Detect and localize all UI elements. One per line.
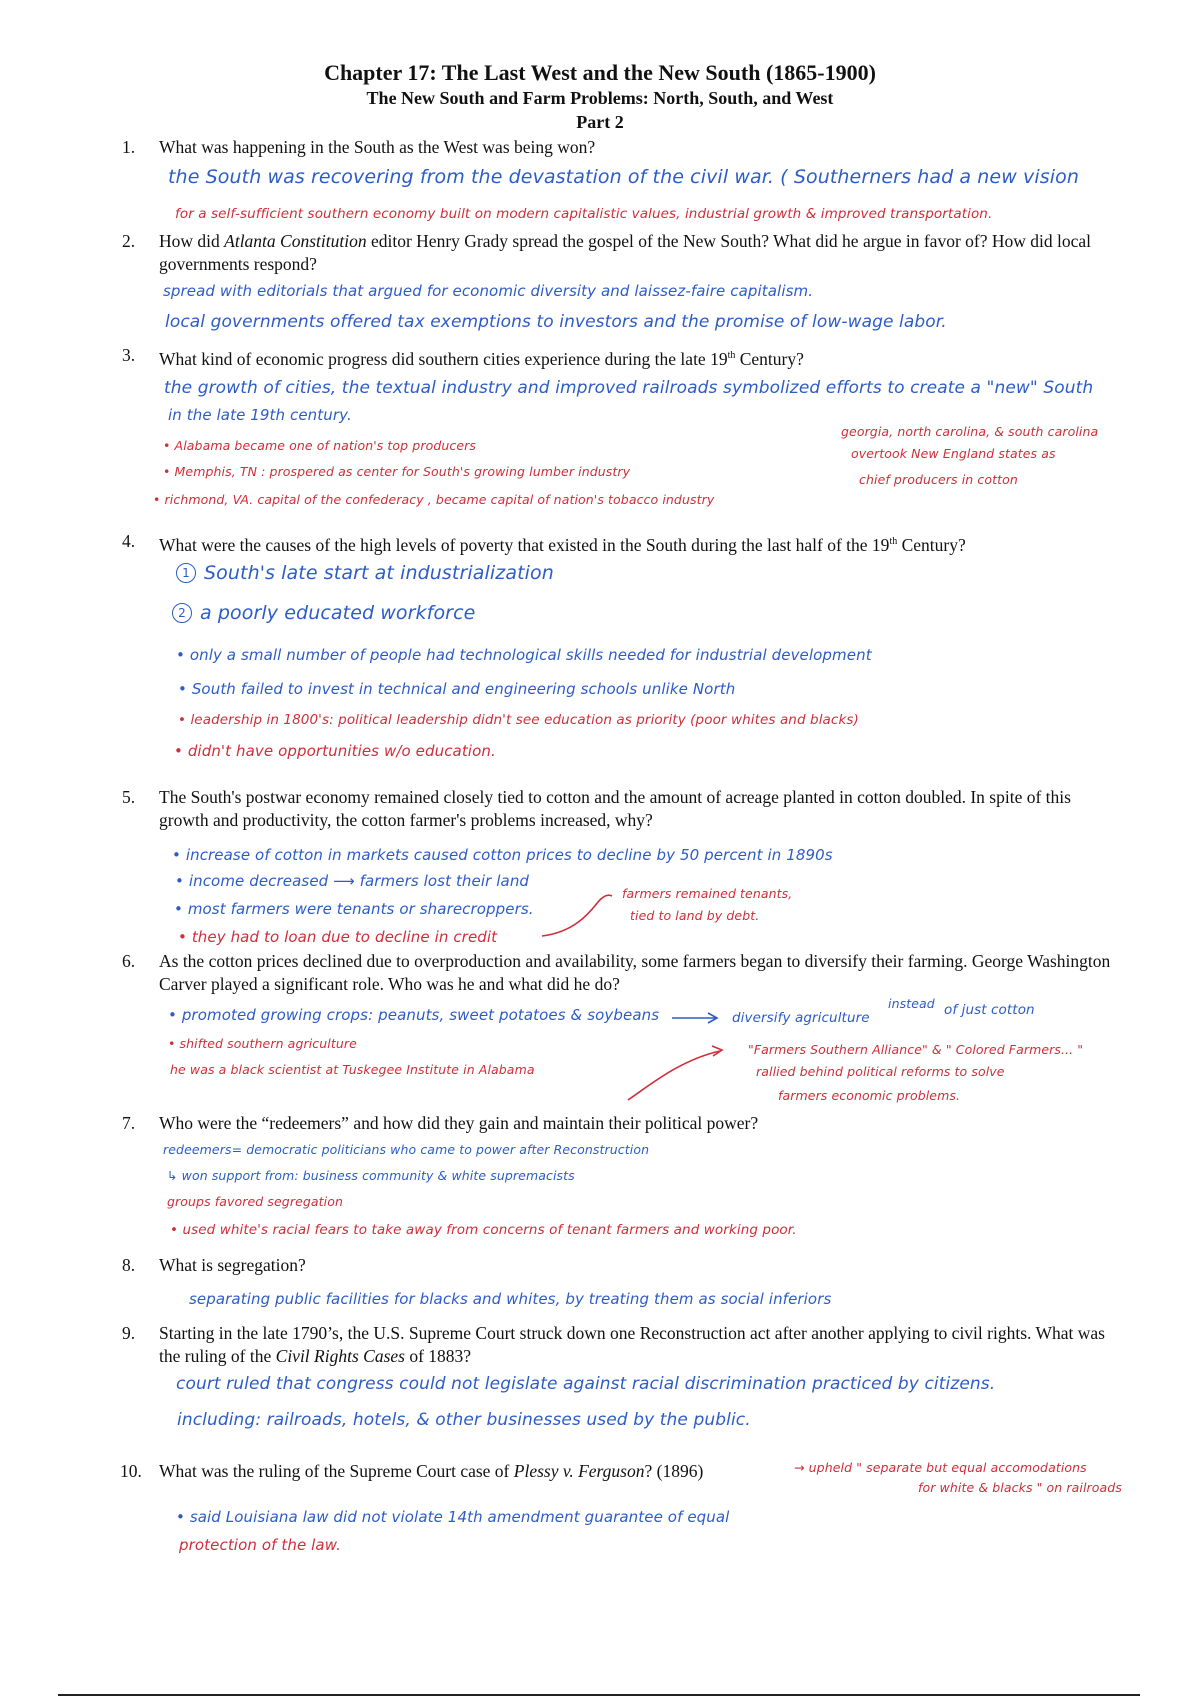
question-text: What was the ruling of the Supreme Court case of Plessy v. Ferguson? (1896) bbox=[159, 1461, 704, 1481]
answer-line: ↳ won support from: business community & white supremacists bbox=[167, 1168, 575, 1183]
question-number: 9. bbox=[122, 1323, 136, 1343]
answer-bullet: • said Louisiana law did not violate 14th amendment guarantee of equal bbox=[176, 1508, 730, 1526]
cause-1: 1 South's late start at industrialization bbox=[176, 562, 554, 584]
answer-bullet: he was a black scientist at Tuskegee Institute in Alabama bbox=[170, 1062, 535, 1077]
question-number: 3. bbox=[122, 345, 136, 365]
page-subtitle: The New South and Farm Problems: North, South, and West bbox=[366, 88, 834, 108]
question-text: What were the causes of the high levels of poverty that existed in the South during the last half of the 19th Century? bbox=[159, 534, 966, 555]
answer-line: separating public facilities for blacks and whites, by treating them as social inferiors bbox=[189, 1290, 832, 1308]
answer-note: for white & blacks " on railroads bbox=[918, 1480, 1122, 1495]
answer-bullet: • most farmers were tenants or sharecroppers. bbox=[174, 900, 534, 918]
side-note: chief producers in cotton bbox=[859, 472, 1018, 487]
side-note: georgia, north carolina, & south carolina bbox=[841, 424, 1099, 439]
question-number: 7. bbox=[122, 1113, 136, 1133]
page-title: Chapter 17: The Last West and the New South (1865-1900) bbox=[324, 60, 876, 85]
question-text: Who were the “redeemers” and how did they gain and maintain their political power? bbox=[159, 1113, 759, 1133]
answer-line: the growth of cities, the textual industry and improved railroads symbolized efforts to create a "new" South bbox=[164, 378, 1094, 398]
question-number: 6. bbox=[122, 951, 136, 971]
question-number: 10. bbox=[120, 1461, 142, 1481]
answer-bullet: • income decreased ⟶ farmers lost their land bbox=[175, 872, 530, 890]
question-text: What is segregation? bbox=[159, 1255, 306, 1275]
answer-bullet: • South failed to invest in technical and engineering schools unlike North bbox=[178, 680, 736, 698]
arrow-head bbox=[708, 1013, 717, 1023]
footer-rule bbox=[58, 1694, 1140, 1696]
circled-number: 1 bbox=[176, 563, 196, 583]
question-1 bbox=[122, 136, 1122, 159]
question-number: 1. bbox=[122, 137, 136, 157]
answer-bullet: • they had to loan due to decline in credit bbox=[178, 928, 498, 946]
answer-line: including: railroads, hotels, & other businesses used by the public. bbox=[177, 1410, 751, 1430]
answer-note: instead bbox=[888, 996, 935, 1011]
answer-bullet: • Alabama became one of nation's top producers bbox=[163, 438, 476, 453]
page-part: Part 2 bbox=[576, 112, 624, 132]
answer-bullet: • increase of cotton in markets caused cotton prices to decline by 50 percent in 1890s bbox=[172, 846, 833, 864]
question-8 bbox=[122, 1254, 1122, 1277]
answer-bullet: • promoted growing crops: peanuts, sweet potatoes & soybeans bbox=[168, 1006, 660, 1024]
answer-line: redeemers= democratic politicians who came to power after Reconstruction bbox=[163, 1142, 650, 1157]
question-number: 4. bbox=[122, 531, 136, 551]
question-text: What was happening in the South as the West was being won? bbox=[159, 137, 596, 157]
side-note: tied to land by debt. bbox=[630, 908, 760, 923]
cause-2: 2 a poorly educated workforce bbox=[172, 602, 475, 624]
side-note: farmers remained tenants, bbox=[622, 886, 793, 901]
arrow-head bbox=[712, 1046, 722, 1056]
answer-bullet: • shifted southern agriculture bbox=[168, 1036, 357, 1051]
answer-bullet: • Memphis, TN : prospered as center for South's growing lumber industry bbox=[163, 464, 631, 479]
connector-curve bbox=[628, 1051, 720, 1100]
side-note: farmers economic problems. bbox=[778, 1088, 961, 1103]
question-text: How did Atlanta Constitution editor Henry Grady spread the gospel of the New South? What did he argue in favor of? How did local governments respond? bbox=[159, 231, 1092, 274]
answer-bullet: • didn't have opportunities w/o education. bbox=[174, 742, 496, 760]
circled-number: 2 bbox=[172, 603, 192, 623]
question-9 bbox=[122, 1322, 1122, 1368]
answer-line: in the late 19th century. bbox=[168, 406, 352, 424]
question-4 bbox=[122, 530, 1122, 557]
answer-line: court ruled that congress could not legislate against racial discrimination practiced by citizens. bbox=[176, 1374, 996, 1394]
question-text: Starting in the late 1790’s, the U.S. Supreme Court struck down one Reconstruction act after another applying to civil rights. What was the ruling of the Civil Rights Cases of 1883? bbox=[159, 1323, 1105, 1366]
question-3 bbox=[122, 344, 1122, 371]
answer-line: groups favored segregation bbox=[167, 1194, 344, 1209]
connector-curve bbox=[542, 895, 612, 936]
answer-bullet: • used white's racial fears to take away from concerns of tenant farmers and working poor. bbox=[170, 1222, 797, 1238]
answer-bullet: • richmond, VA. capital of the confederacy , became capital of nation's tobacco industry bbox=[153, 492, 715, 507]
answer-note: of just cotton bbox=[944, 1002, 1035, 1018]
answer-bullet: • only a small number of people had technological skills needed for industrial development bbox=[176, 646, 872, 664]
question-number: 8. bbox=[122, 1255, 136, 1275]
answer-line: spread with editorials that argued for economic diversity and laissez-faire capitalism. bbox=[163, 282, 814, 300]
question-text: The South's postwar economy remained closely tied to cotton and the amount of acreage planted in cotton doubled. In spite of this growth and productivity, the cotton farmer's problems increased, why? bbox=[159, 787, 1071, 830]
answer-bullet: • leadership in 1800's: political leadership didn't see education as priority (poor whites and blacks) bbox=[178, 712, 859, 728]
question-5 bbox=[122, 786, 1122, 832]
answer-line: for a self-sufficient southern economy built on modern capitalistic values, industrial growth & improved transportation. bbox=[175, 206, 993, 222]
answer-line: the South was recovering from the devastation of the civil war. ( Southerners had a new vision bbox=[168, 166, 1079, 188]
question-7 bbox=[122, 1112, 1122, 1135]
answer-line: protection of the law. bbox=[179, 1536, 341, 1554]
question-number: 2. bbox=[122, 231, 136, 251]
side-note: rallied behind political reforms to solve bbox=[756, 1064, 1005, 1079]
question-2 bbox=[122, 230, 1122, 276]
answer-arrow-text: diversify agriculture bbox=[732, 1010, 870, 1026]
question-6 bbox=[122, 950, 1122, 996]
side-note: overtook New England states as bbox=[851, 446, 1056, 461]
question-text: What kind of economic progress did southern cities experience during the late 19th Century? bbox=[159, 348, 804, 369]
question-text: As the cotton prices declined due to overproduction and availability, some farmers began to diversify their farming. George Washington Carver played a significant role. Who was he and what did he do? bbox=[159, 951, 1111, 994]
answer-arrow-text: → upheld " separate but equal accomodations bbox=[794, 1460, 1087, 1475]
side-note: "Farmers Southern Alliance" & " Colored Farmers... " bbox=[748, 1042, 1084, 1057]
answer-line: local governments offered tax exemptions to investors and the promise of low-wage labor. bbox=[165, 312, 947, 332]
question-number: 5. bbox=[122, 787, 136, 807]
